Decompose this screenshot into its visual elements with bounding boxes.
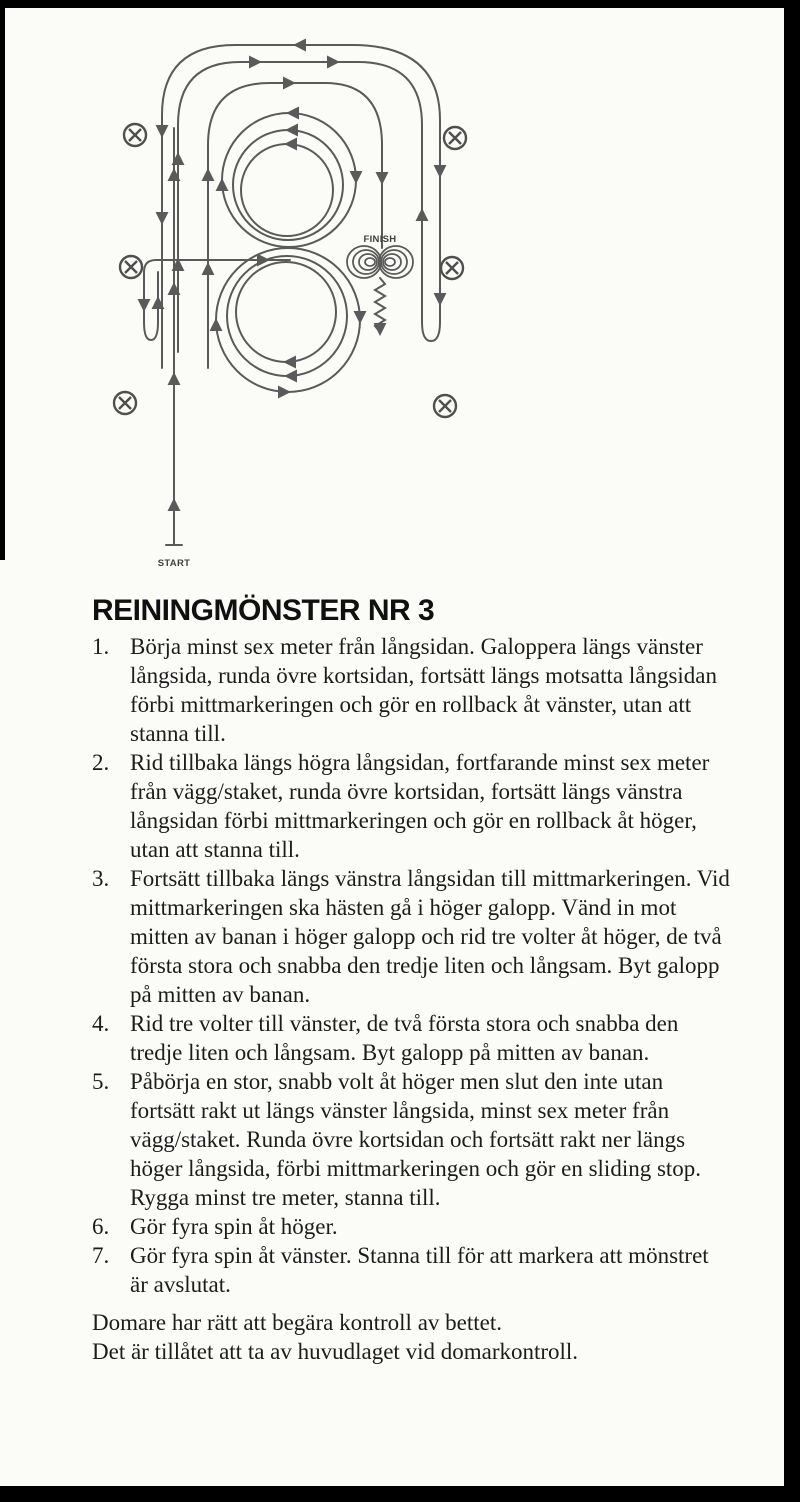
sliding-stop-icon xyxy=(375,278,385,334)
instruction-item xyxy=(92,632,740,748)
instruction-number: 1. xyxy=(92,634,110,659)
instruction-item xyxy=(92,864,740,1009)
arena-loops xyxy=(144,45,440,545)
instruction-number: 3. xyxy=(92,866,110,891)
instruction-item xyxy=(92,748,740,864)
instruction-number: 4. xyxy=(92,1011,110,1036)
arena-marker-icon xyxy=(120,256,142,278)
instructions-section xyxy=(92,594,740,1366)
instruction-item xyxy=(92,1212,740,1241)
instruction-text: Fortsätt tillbaka längs vänstra långsidan till mittmarkeringen. Vid mittmarkeringen ska hästen gå i höger galopp. Vänd in mot mitten av banan i höger galopp och rid tre volter åt höger, de två första stora och snabba den tredje liten och långsam. Byt galopp på mitten av banan. xyxy=(130,866,730,1007)
instruction-item xyxy=(92,1009,740,1067)
instruction-text: Rid tillbaka längs högra långsidan, fortfarande minst sex meter från vägg/staket, runda övre kortsidan, fortsätt längs vänstra långsidan förbi mittmarkeringen och gör en rollback åt höger, utan att stanna till. xyxy=(130,750,710,862)
instruction-text: Gör fyra spin åt vänster. Stanna till för att markera att mönstret är avslutat. xyxy=(130,1243,709,1297)
scan-border xyxy=(0,0,5,560)
page-title: REININGMÖNSTER NR 3 xyxy=(92,594,435,627)
start-label: START xyxy=(157,558,191,569)
instruction-number: 2. xyxy=(92,750,110,775)
reining-pattern-diagram xyxy=(90,10,510,590)
bottom-circles xyxy=(216,248,360,392)
arena-marker-icon xyxy=(434,395,456,417)
instruction-text: Börja minst sex meter från långsidan. Galoppera längs vänster långsida, runda övre kortsidan, fortsätt längs motsatta långsidan förbi mittmarkeringen och gör en rollback åt vänster, utan att stanna till. xyxy=(130,634,718,746)
direction-arrows xyxy=(144,45,440,508)
top-circles xyxy=(222,113,356,247)
instruction-text: Gör fyra spin åt höger. xyxy=(130,1214,338,1239)
footer-note: Det är tillåtet att ta av huvudlaget vid domarkontroll. xyxy=(92,1339,579,1364)
instruction-number: 5. xyxy=(92,1069,110,1094)
instruction-text: Påbörja en stor, snabb volt åt höger men slut den inte utan fortsätt rakt ut längs vänster långsida, minst sex meter från vägg/staket. Runda övre kortsidan och fortsätt rakt ner längs höger långsida, förbi mittmarkeringen och gör en sliding stop. Rygga minst tre meter, stanna till. xyxy=(130,1069,702,1210)
footer-notes xyxy=(92,1308,740,1366)
instruction-item xyxy=(92,1067,740,1212)
arena-markers xyxy=(114,124,466,417)
instruction-number: 7. xyxy=(92,1243,110,1268)
finish-label: FINISH xyxy=(363,234,397,245)
arena-marker-icon xyxy=(124,124,146,146)
spin-symbol-icon xyxy=(347,246,413,278)
footer-note: Domare har rätt att begära kontroll av bettet. xyxy=(92,1310,502,1335)
instruction-text: Rid tre volter till vänster, de två första stora och snabba den tredje liten och långsam. Byt galopp på mitten av banan. xyxy=(130,1011,679,1065)
instruction-item xyxy=(92,1241,740,1299)
arena-marker-icon xyxy=(444,127,466,149)
arena-marker-icon xyxy=(114,392,136,414)
arena-marker-icon xyxy=(441,257,463,279)
document-page xyxy=(0,8,784,1486)
instruction-number: 6. xyxy=(92,1214,110,1239)
